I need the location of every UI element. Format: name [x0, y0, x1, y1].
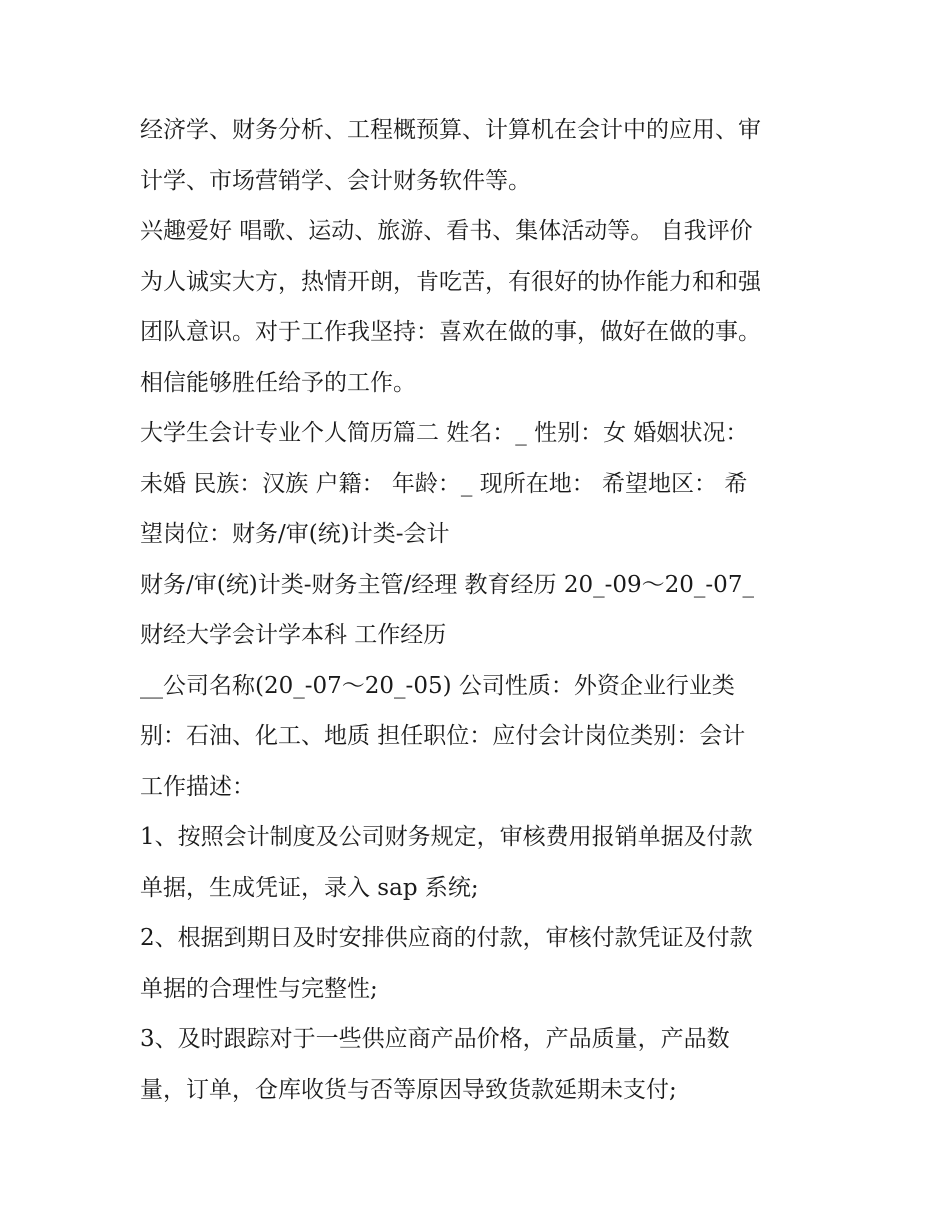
text-line: 未婚 民族：汉族 户籍： 年龄：_ 现所在地： 希望地区： 希 — [140, 470, 748, 497]
text-line: __公司名称(20_-07～20_-05) 公司性质：外资企业行业类 — [140, 672, 735, 699]
text-line: 量，订单，仓库收货与否等原因导致货款延期未支付; — [140, 1076, 677, 1103]
text-line: 别：石油、化工、地质 担任职位：应付会计岗位类别：会计 — [140, 723, 746, 749]
text-line: 为人诚实大方，热情开朗，肯吃苦，有很好的协作能力和和强 — [140, 268, 761, 295]
text-line: 计学、市场营销学、会计财务软件等。 — [140, 167, 531, 194]
text-line: 1、按照会计制度及公司财务规定，审核费用报销单据及付款 — [140, 824, 753, 850]
document-body — [140, 110, 820, 1120]
text-line: 3、及时跟踪对于一些供应商产品价格，产品质量，产品数 — [140, 1026, 730, 1052]
text-line: 单据，生成凭证，录入 sap 系统; — [140, 874, 479, 901]
text-line: 大学生会计专业个人简历篇二 姓名：_ 性别：女 婚姻状况： — [140, 420, 749, 446]
text-line: 财经大学会计学本科 工作经历 — [140, 622, 447, 648]
text-line: 望岗位：财务/审(统)计类-会计 — [140, 521, 450, 547]
text-line: 财务/审(统)计类-财务主管/经理 教育经历 20_-09～20_-07_ — [140, 571, 754, 598]
text-line: 团队意识。对于工作我坚持：喜欢在做的事，做好在做的事。 — [140, 319, 761, 345]
text-line: 兴趣爱好 唱歌、运动、旅游、看书、集体活动等。 自我评价 — [140, 218, 753, 244]
text-line: 2、根据到期日及时安排供应商的付款，审核付款凭证及付款 — [140, 925, 753, 951]
text-line: 经济学、财务分析、工程概预算、计算机在会计中的应用、审 — [140, 117, 761, 143]
text-line: 工作描述： — [140, 773, 255, 800]
text-line: 相信能够胜任给予的工作。 — [140, 369, 416, 396]
text-line: 单据的合理性与完整性; — [140, 975, 378, 1002]
